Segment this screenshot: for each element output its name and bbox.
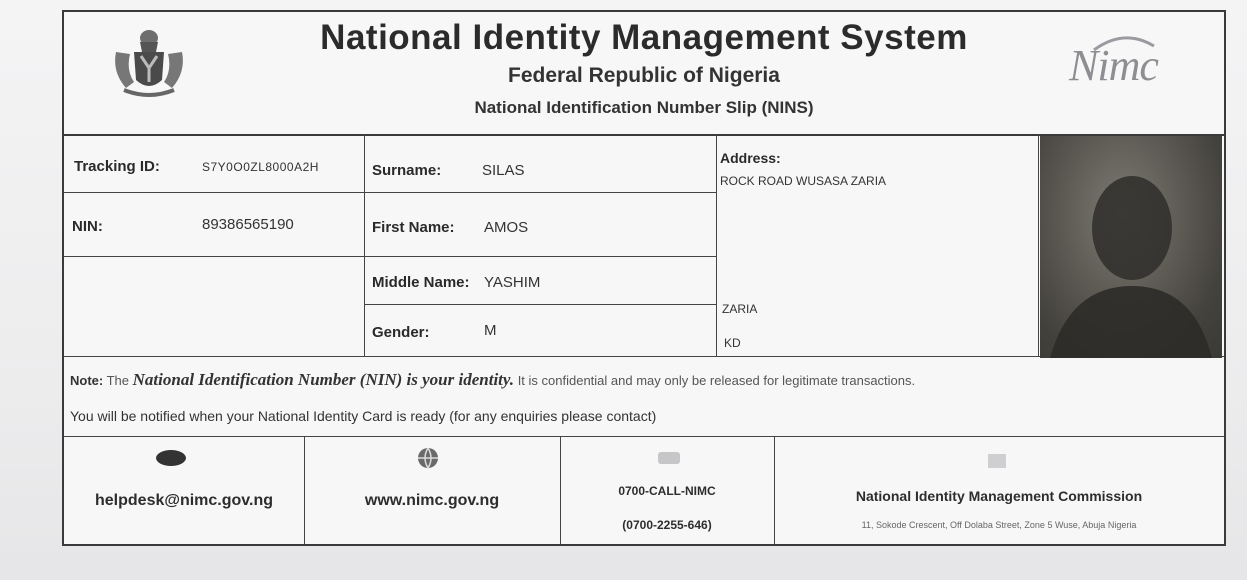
country-subtitle: Federal Republic of Nigeria <box>508 64 780 87</box>
mail-icon <box>154 448 188 468</box>
gender-value: M <box>484 322 497 339</box>
commission-address: 11, Sokode Crescent, Off Dolaba Street, Zone 5 Wuse, Abuja Nigeria <box>861 520 1137 530</box>
nin-label: NIN: <box>72 218 103 235</box>
globe-icon <box>414 446 442 470</box>
grid-divider <box>364 304 716 305</box>
helpdesk-email[interactable]: helpdesk@nimc.gov.ng <box>95 492 273 509</box>
phone-number: 0700-CALL-NIMC <box>618 484 716 498</box>
phone-digits: (0700-2255-646) <box>622 518 712 532</box>
middle-name-label: Middle Name: <box>372 274 470 291</box>
note-emphasis: National Identification Number (NIN) is your identity. <box>132 370 515 389</box>
commission-name: National Identity Management Commission <box>855 488 1143 504</box>
note-lead: The <box>106 373 130 388</box>
first-name-label: First Name: <box>372 219 455 236</box>
grid-divider <box>64 192 716 193</box>
notification-line: You will be notified when your National Identity Card is ready (for any enquiries please contact) <box>70 408 657 424</box>
nin-value: 89386565190 <box>202 216 294 233</box>
address-label: Address: <box>720 150 781 166</box>
address-state: KD <box>724 336 741 350</box>
surname-value: SILAS <box>482 162 525 179</box>
nimc-logo: Nimc <box>1069 41 1158 90</box>
note-prefix: Note: <box>70 373 104 388</box>
phone-icon <box>654 448 684 468</box>
gender-label: Gender: <box>372 324 430 341</box>
note-rest: It is confidential and may only be released for legitimate transactions. <box>517 373 916 388</box>
footer-divider <box>304 436 305 544</box>
grid-divider <box>364 134 365 356</box>
slip-title: National Identification Number Slip (NINS) <box>474 98 814 117</box>
tracking-id-label: Tracking ID: <box>74 158 160 175</box>
grid-divider <box>64 256 716 257</box>
footer-divider <box>64 436 1224 437</box>
grid-divider <box>1038 134 1039 356</box>
coat-of-arms-icon <box>104 22 194 102</box>
tracking-id-value: S7Y0O0ZL8000A2H <box>202 160 319 174</box>
website-link[interactable]: www.nimc.gov.ng <box>364 492 500 509</box>
nin-slip <box>62 10 1226 546</box>
first-name-value: AMOS <box>484 219 529 236</box>
surname-label: Surname: <box>372 162 442 179</box>
portrait-image <box>1040 136 1222 358</box>
grid-divider <box>716 134 717 356</box>
page-title: National Identity Management System <box>320 18 968 57</box>
middle-name-value: YASHIM <box>484 274 541 291</box>
building-icon <box>982 448 1012 470</box>
holder-photo <box>1040 136 1222 358</box>
address-line: ROCK ROAD WUSASA ZARIA <box>720 174 887 188</box>
address-city: ZARIA <box>722 302 758 316</box>
note-line <box>70 370 915 390</box>
slip-header <box>64 12 1224 136</box>
